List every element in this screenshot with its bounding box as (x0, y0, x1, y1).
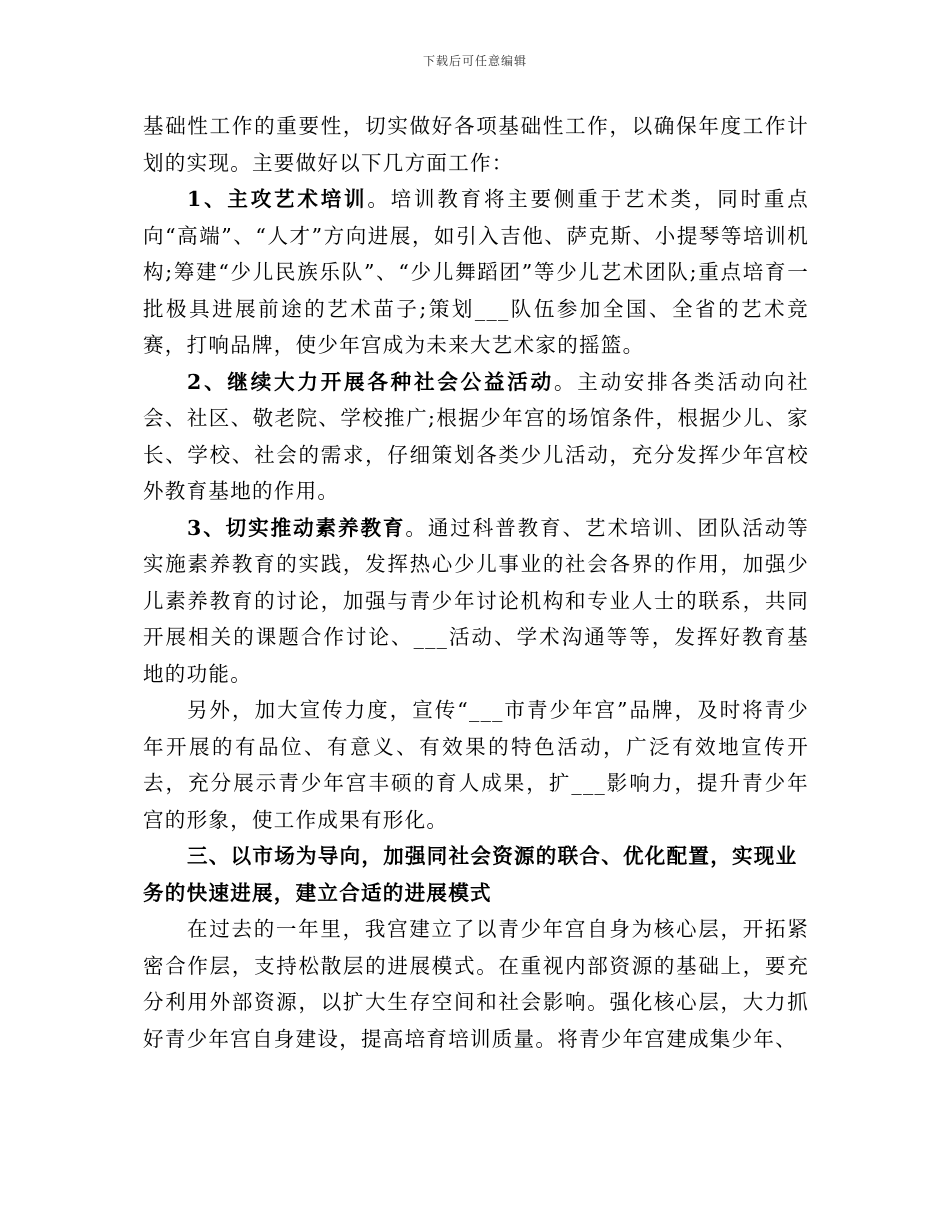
paragraph-publicity-text: 另外，加大宣传力度，宣传“___市青少年宫”品牌，及时将青少年开展的有品位、有意义、有效果的特色活动，广泛有效地宣传开去，充分展示青少年宫丰硕的育人成果，扩___影响力，提升青少年宫的形象，使工作成果有形化。 (143, 698, 809, 832)
paragraph-public-welfare-text: 。主动安排各类活动向社会、社区、敬老院、学校推广;根据少年宫的场馆条件，根据少儿、家长、学校、社会的需求，仔细策划各类少儿活动，充分发挥少年宫校外教育基地的作用。 (143, 369, 809, 503)
paragraph-intro (143, 108, 809, 181)
paragraph-public-welfare-lead: 2、继续大力开展各种社会公益活动 (187, 369, 554, 394)
paragraph-quality-education-lead: 3、切实推动素养教育 (187, 515, 406, 540)
section-heading: 三、以市场为导向，加强同社会资源的联合、优化配置，实现业务的快速进展，建立合适的进展模式 (143, 844, 798, 905)
paragraph-art-training (143, 181, 809, 364)
paragraph-publicity (143, 692, 809, 838)
paragraph-art-training-text: 。培训教育将主要侧重于艺术类，同时重点向“高端”、“人才”方向进展，如引入吉他、萨克斯、小提琴等培训机构;筹建“少儿民族乐队”、“少儿舞蹈团”等少儿艺术团队;重点培育一批极具进展前途的艺术苗子;策划___队伍参加全国、全省的艺术竞赛，打响品牌，使少年宫成为未来大艺术家的摇篮。 (143, 187, 809, 357)
document-body (143, 108, 809, 1057)
page-header: 下载后可任意编辑 (422, 54, 527, 68)
paragraph-intro-text: 基础性工作的重要性，切实做好各项基础性工作，以确保年度工作计划的实现。主要做好以下几方面工作： (143, 114, 809, 175)
paragraph-closing: 在过去的一年里，我宫建立了以青少年宫自身为核心层，开拓紧密合作层，支持松散层的进展模式。在重视内部资源的基础上，要充分利用外部资源，以扩大生存空间和社会影响。强化核心层，大力抓好青少年宫自身建设，提高培育培训质量。将青少年宫建成集少年、 (143, 917, 809, 1051)
paragraph-quality-education-text: 。通过科普教育、艺术培训、团队活动等实施素养教育的实践，发挥热心少儿事业的社会各界的作用，加强少儿素养教育的讨论，加强与青少年讨论机构和专业人士的联系，共同开展相关的课题合作讨论、___活动、学术沟通等等，发挥好教育基地的功能。 (143, 515, 809, 686)
paragraph-art-training-lead: 1、主攻艺术培训 (187, 187, 368, 211)
paragraph-quality-education (143, 510, 809, 693)
paragraph-public-welfare (143, 364, 809, 510)
